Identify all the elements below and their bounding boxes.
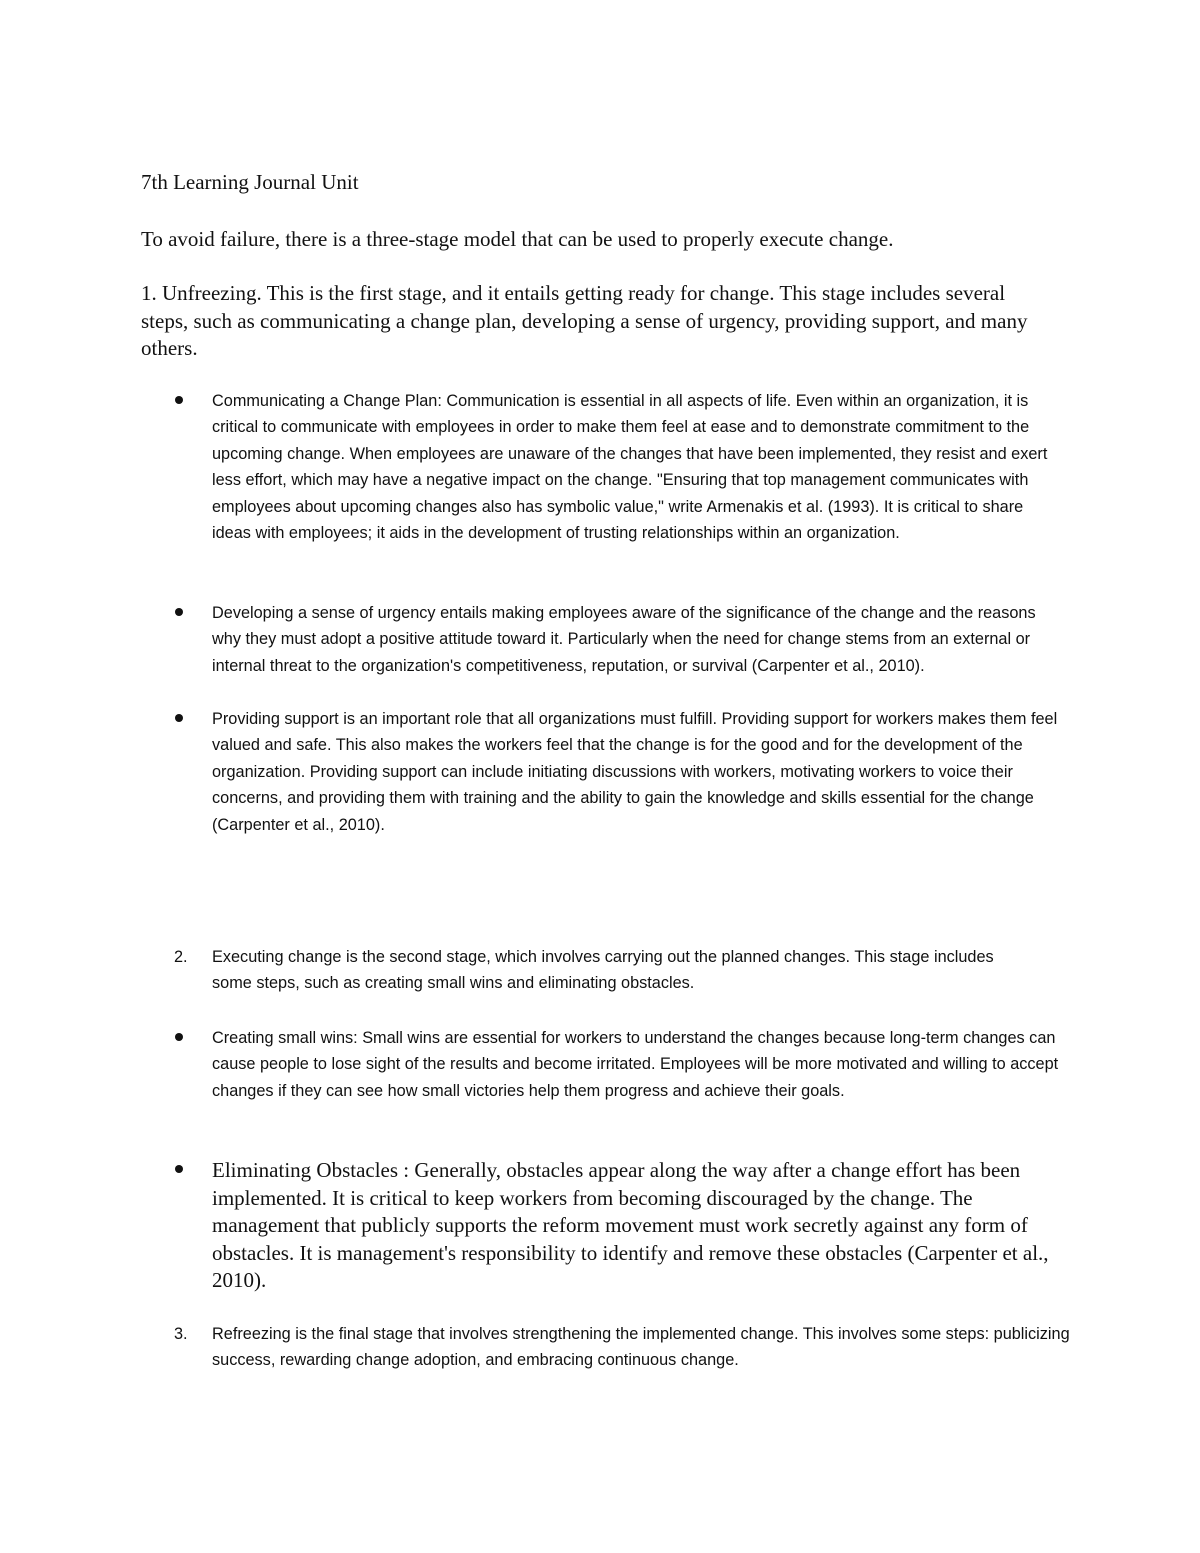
bullet-icon — [175, 608, 183, 616]
stage-1-paragraph: 1. Unfreezing. This is the first stage, and it entails getting ready for change. This stage includes several steps, such as communicating a change plan, developing a sense of urgency, providing support, and many others. — [141, 281, 1028, 360]
bullet-icon — [175, 396, 183, 404]
bullet-icon — [175, 1165, 183, 1173]
stage-3-paragraph: Refreezing is the final stage that involves strengthening the implemented change. This involves some steps: publicizing success, rewarding change adoption, and embracing continuous change. — [212, 1325, 1070, 1370]
stage-1-bullet-urgency: Developing a sense of urgency entails making employees aware of the significance of the change and the reasons why they must adopt a positive attitude toward it. Particularly when the need for change stems from an external or internal threat to the organization's competitiveness, reputation, or survival (Carpenter et al., 2010). — [212, 604, 1036, 675]
stage-3-number: 3. — [174, 1325, 188, 1343]
stage-1-bullet-communicating: Communicating a Change Plan: Communication is essential in all aspects of life. Even within an organization, it is critical to communicate with employees in order to make them feel at ease and to demonstrate commitment to the upcoming change. When employees are unaware of the changes that have been implemented, they resist and exert less effort, which may have a negative impact on the change. "Ensuring that top management communicates with employees about upcoming changes also has symbolic value," write Armenakis et al. (1993). It is critical to share ideas with employees; it aids in the development of trusting relationships within an organization. — [212, 392, 1048, 543]
page-title: 7th Learning Journal Unit — [141, 170, 359, 194]
stage-2-number: 2. — [174, 948, 188, 966]
bullet-icon — [175, 1033, 183, 1041]
bullet-icon — [175, 714, 183, 722]
stage-2-bullet-obstacles: Eliminating Obstacles : Generally, obstacles appear along the way after a change effort has been implemented. It is critical to keep workers from becoming discouraged by the change. The management that publicly supports the reform movement must work secretly against any form of obstacles. It is management's responsibility to identify and remove these obstacles (Carpenter et al., 2010). — [212, 1158, 1049, 1292]
stage-2-bullet-small-wins: Creating small wins: Small wins are essential for workers to understand the changes because long-term changes can cause people to lose sight of the results and become irritated. Employees will be more motivated and willing to accept changes if they can see how small victories help them progress and achieve their goals. — [212, 1029, 1059, 1100]
stage-2-paragraph: Executing change is the second stage, which involves carrying out the planned changes. This stage includes some steps, such as creating small wins and eliminating obstacles. — [212, 948, 994, 993]
intro-paragraph: To avoid failure, there is a three-stage model that can be used to properly execute change. — [141, 227, 894, 251]
stage-1-bullet-support: Providing support is an important role that all organizations must fulfill. Providing support for workers makes them feel valued and safe. This also makes the workers feel that the change is for the good and for the development of the organization. Providing support can include initiating discussions with workers, motivating workers to voice their concerns, and providing them with training and the ability to gain the knowledge and skills essential for the change (Carpenter et al., 2010). — [212, 710, 1058, 834]
